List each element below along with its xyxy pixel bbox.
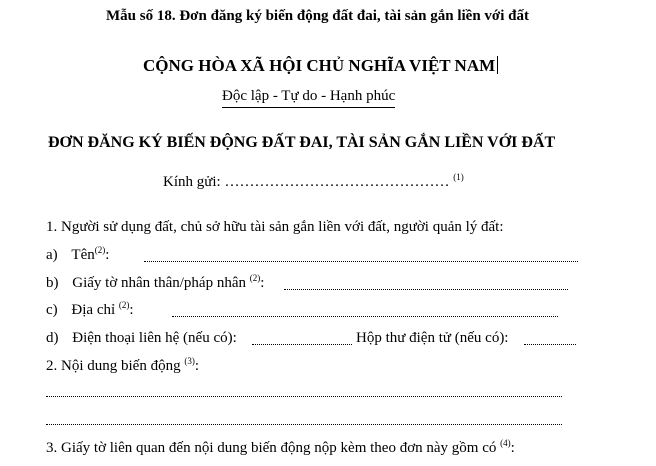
address-label: Địa chỉ	[71, 302, 119, 318]
address-field[interactable]	[172, 316, 558, 317]
email-field[interactable]	[524, 344, 576, 345]
address-prefix: c)	[46, 302, 58, 318]
country-title	[143, 56, 498, 76]
country-name: CỘNG HÒA XÃ HỘI CHỦ NGHĨA VIỆT NAM	[143, 56, 496, 75]
section2-suffix: :	[194, 358, 199, 374]
name-row	[46, 247, 109, 264]
section3-suffix: :	[510, 440, 515, 456]
recipient-line	[163, 174, 464, 191]
change-content-line-1[interactable]	[46, 396, 562, 397]
text-cursor	[497, 56, 498, 74]
section3-heading: 3. Giấy tờ liên quan đến nội dung biến động nộp kèm theo đơn này gồm có	[46, 440, 501, 456]
contact-row	[46, 330, 237, 347]
id-doc-field[interactable]	[284, 289, 568, 290]
contact-prefix: d)	[46, 330, 59, 346]
name-label: Tên	[71, 247, 95, 263]
name-prefix: a)	[46, 247, 58, 263]
address-suffix: :	[129, 302, 134, 318]
id-doc-suffix: :	[260, 275, 265, 291]
form-title: Mẫu số 18. Đơn đăng ký biến động đất đai, tài sản gắn liền với đất	[106, 8, 529, 24]
recipient-dots[interactable]: ………………………………………	[224, 174, 450, 190]
name-suffix: :	[105, 247, 110, 263]
address-row	[46, 302, 134, 319]
change-content-line-2[interactable]	[46, 424, 562, 425]
name-note: (2)	[94, 245, 106, 255]
phone-label: Điện thoại liên hệ (nếu có):	[72, 330, 237, 346]
section1-heading: 1. Người sử dụng đất, chủ sở hữu tài sản gắn liền với đất, người quản lý đất:	[46, 219, 504, 235]
phone-field[interactable]	[252, 344, 352, 345]
id-doc-prefix: b)	[46, 275, 59, 291]
section2-heading: 2. Nội dung biến động	[46, 358, 185, 374]
section3-heading-row	[46, 440, 515, 457]
recipient-label: Kính gửi:	[163, 174, 225, 190]
section3-note: (4)	[500, 438, 511, 448]
section2-note: (3)	[184, 356, 195, 366]
id-doc-note: (2)	[249, 273, 261, 283]
address-note: (2)	[118, 300, 130, 310]
document-title: ĐƠN ĐĂNG KÝ BIẾN ĐỘNG ĐẤT ĐAI, TÀI SẢN GẮN LIỀN VỚI ĐẤT	[48, 134, 556, 151]
name-field[interactable]	[144, 261, 578, 262]
motto: Độc lập - Tự do - Hạnh phúc	[222, 88, 395, 108]
id-doc-row	[46, 275, 264, 292]
section2-heading-row	[46, 358, 199, 375]
recipient-note: (1)	[453, 172, 464, 182]
email-label: Hộp thư điện tử (nếu có):	[356, 330, 509, 346]
id-doc-label: Giấy tờ nhân thân/pháp nhân	[72, 275, 250, 291]
